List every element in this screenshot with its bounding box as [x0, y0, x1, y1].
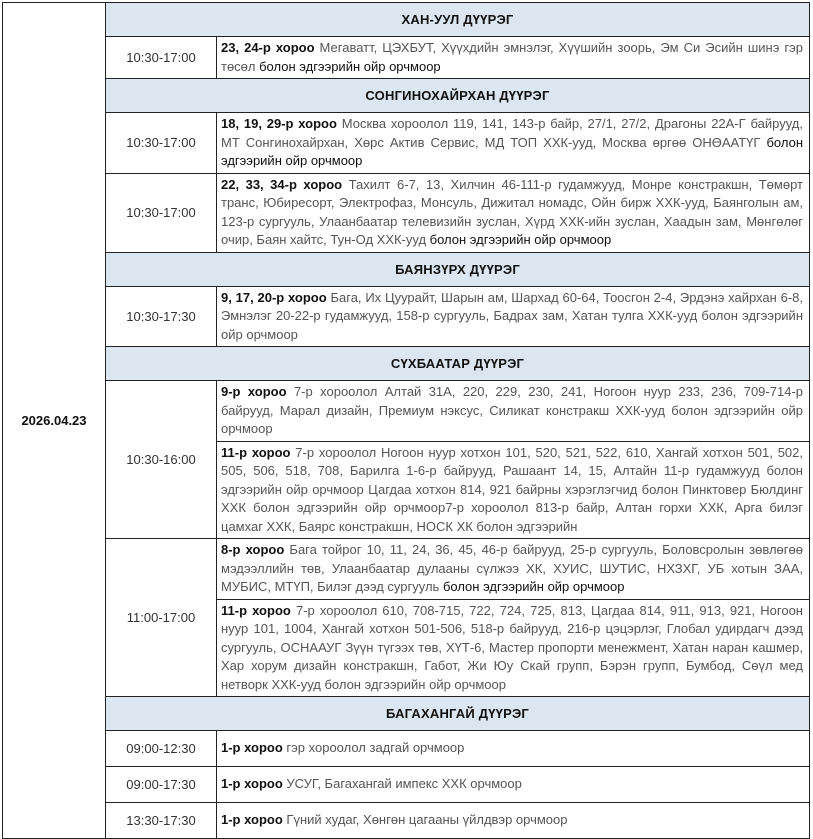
- time-cell: 10:30-17:00: [106, 37, 217, 79]
- district-header-row: [3, 3, 810, 37]
- description-cell: 23, 24-р хороо Мегаватт, ЦЭХБУТ, Хүүхдийн эмнэлэг, Хүүшийн зоорь, Эм Си Эсийн шинэ гэр төсөл болон эдгээрийн ойр орчмоор: [217, 37, 810, 79]
- outage-schedule-table: [2, 2, 810, 839]
- district-header-row: [3, 79, 810, 113]
- table-row: [3, 767, 810, 803]
- district-header-row: [3, 347, 810, 381]
- time-cell: 09:00-17:30: [106, 767, 217, 803]
- description-cell: 18, 19, 29-р хороо Москва хороолол 119, 141, 143-р байр, 27/1, 27/2, Драгоны 22А-Г байрууд, МТ Сонгинохайрхан, Хөрс Актив Сервис, МД ТОП ХХК-ууд, Москва өргөө ОНӨААТҮГ болон эдгээрийн ойр орчмоор: [217, 113, 810, 174]
- description-cell: 8-р хороо Бага тойрог 10, 11, 24, 36, 45, 46-р байрууд, 25-р сургууль, Боловсролын зөвлөгөө мэдээллийн төв, Улаанбаатар дулааны сүлжээ ХК, ХУИС, ШУТИС, НХЗХГ, УБ хотын ЗАА, МУБИС, МТҮП, Билэг дээд сургууль болон эдгээрийн ойр орчмоор: [217, 539, 810, 600]
- table-row: [3, 803, 810, 839]
- table-row: [3, 173, 810, 252]
- description-cell: 9, 17, 20-р хороо Бага, Их Цуурайт, Шарын ам, Шархад 60-64, Тоосгон 2-4, Эрдэнэ хайрхан 6-8, Эмнэлэг 20-22-р гудамжууд, 158-р сургууль, Бадрах зам, Хатан тулга ХХК-ууд болон эдгээрийн ойр орчмоор: [217, 286, 810, 347]
- district-header-row: [3, 252, 810, 286]
- description-cell: 9-р хороо 7-р хороолол Алтай 31А, 220, 229, 230, 241, Ногоон нуур 233, 236, 709-714-р байрууд, Марал дизайн, Премиум нэксус, Силикат констракш ХХК-ууд болон эдгээрийн ойр орчмоор: [217, 381, 810, 442]
- time-cell: 10:30-16:00: [106, 381, 217, 539]
- time-cell: 09:00-12:30: [106, 731, 217, 767]
- description-cell: 1-р хороо гэр хороолол задгай орчмоор: [217, 731, 810, 767]
- time-cell: 10:30-17:00: [106, 173, 217, 252]
- time-cell: 10:30-17:30: [106, 286, 217, 347]
- time-cell: 10:30-17:00: [106, 113, 217, 174]
- district-header: СОНГИНОХАЙРХАН ДҮҮРЭГ: [106, 79, 810, 113]
- table-row: [3, 286, 810, 347]
- time-cell: 11:00-17:00: [106, 539, 217, 697]
- table-row: [3, 113, 810, 174]
- description-cell: 11-р хороо 7-р хороолол Ногоон нуур хотхон 101, 520, 521, 522, 610, Хангай хотхон 501, 502, 505, 506, 518, 708, Барилга 1-6-р байрууд, Рашаант 14, 15, Алтайн 11-р гудамжууд болон эдгээрийн ойр орчмоор Цагдаа хотхон 814, 921 байрны хэрэглэгчид болон Пинктовер Бюлдинг ХХК болон эдгээрийн ойр орчмоор7-р хороолол 813-р байр, Алтан горхи ХХК, Арга билэг цамхаг ХХК, Баярс констракшн, НОСК ХК болон эдгээрийн: [217, 441, 810, 539]
- district-header: БАЯНЗҮРХ ДҮҮРЭГ: [106, 252, 810, 286]
- time-cell: 13:30-17:30: [106, 803, 217, 839]
- district-header: ХАН-УУЛ ДҮҮРЭГ: [106, 3, 810, 37]
- table-row: [3, 539, 810, 600]
- description-cell: 1-р хороо Гүний худаг, Хөнгөн цагааны үйлдвэр орчмоор: [217, 803, 810, 839]
- description-cell: 11-р хороо 7-р хороолол 610, 708-715, 722, 724, 725, 813, Цагдаа 814, 911, 913, 921, Ногоон нуур 101, 1004, Хангай хотхон 501-506, 518-р байрууд, 216-р цэцэрлэг, Глобал удирдагч дээд сургууль, ОСНААУГ Зүүн түгээх төв, ХҮТ-6, Мастер пропорти менежмент, Хатан наран кашмер, Хар хорум дизайн констракшн, Габот, Жи Юу Скай групп, Бэрэн групп, Бумбод, Сөүл мед нетворк ХХК-ууд болон эдгээрийн ойр орчмоор: [217, 599, 810, 697]
- district-header-row: [3, 697, 810, 731]
- district-header: БАГАХАНГАЙ ДҮҮРЭГ: [106, 697, 810, 731]
- description-cell: 1-р хороо УСУГ, Багахангай импекс ХХК орчмоор: [217, 767, 810, 803]
- table-row: [3, 731, 810, 767]
- date-cell: 2026.04.23: [3, 3, 106, 839]
- table-row: [3, 381, 810, 442]
- description-cell: 22, 33, 34-р хороо Тахилт 6-7, 13, Хилчин 46-111-р гудамжууд, Монре констракшн, Төмөрт транс, Юбиресорт, Электрофаз, Монсуль, Дижитал номадс, Ойн бирж ХХК-ууд, Баянголын ам, 123-р сургууль, Улаанбаатар телевизийн зуслан, Хүрд ХХК-ийн зуслан, Хаадын зам, Мөнгөлөг очир, Баян хайтс, Тун-Од ХХК-ууд болон эдгээрийн ойр орчмоор: [217, 173, 810, 252]
- table-row: [3, 37, 810, 79]
- district-header: СҮХБААТАР ДҮҮРЭГ: [106, 347, 810, 381]
